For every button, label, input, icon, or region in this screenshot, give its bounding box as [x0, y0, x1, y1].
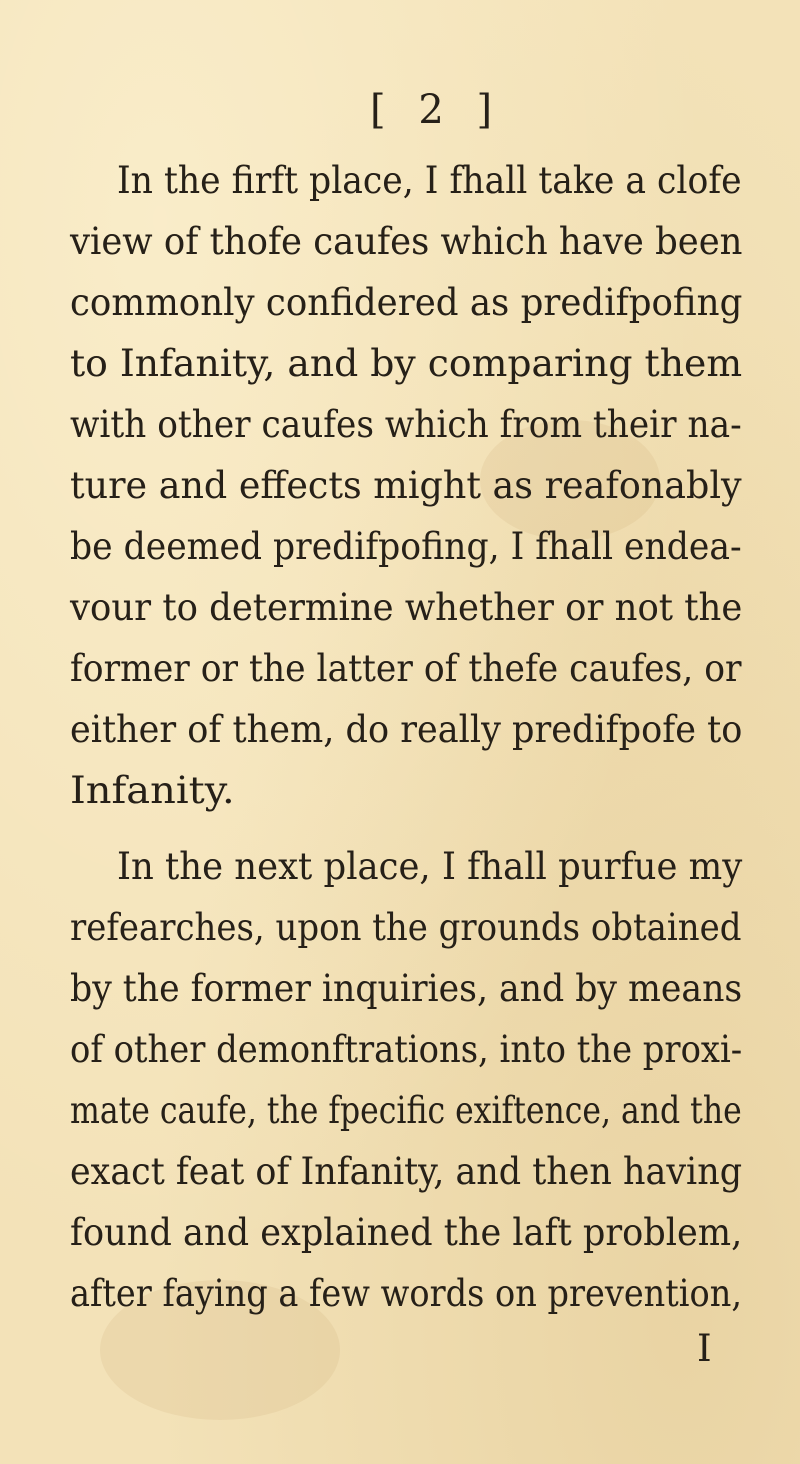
text-line: commonly confidered as predifpofing — [70, 281, 743, 324]
text-line: by the former inquiries, and by means — [70, 967, 743, 1010]
text-line: refearches, upon the grounds obtained — [70, 906, 742, 949]
page-number: [ 2 ] — [370, 87, 503, 133]
text-line: of other demonftrations, into the proxi- — [70, 1028, 743, 1071]
text-line: to Infanity, and by comparing them — [70, 342, 743, 385]
text-line: either of them, do really predifpofe to — [70, 708, 743, 751]
text-line: exact feat of Infanity, and then having — [70, 1150, 743, 1193]
text-line: after faying a few words on prevention, — [70, 1272, 742, 1315]
text-line: found and explained the laft problem, — [70, 1211, 743, 1254]
text-line: former or the latter of thefe caufes, or — [70, 647, 742, 690]
text-line: view of thofe caufes which have been — [70, 220, 743, 263]
text-line: mate caufe, the fpecific exiftence, and the — [70, 1089, 742, 1132]
text-line: Infanity. — [70, 769, 235, 812]
text-line: ture and effects might as reafonably — [70, 464, 742, 507]
catchword: I — [697, 1327, 712, 1370]
text-line: vour to determine whether or not the — [70, 586, 743, 629]
text-line: In the next place, I fhall purfue my — [117, 845, 743, 888]
text-line: with other caufes which from their na- — [70, 403, 742, 446]
text-line: be deemed predifpofing, I fhall endea- — [70, 525, 742, 568]
text-line: In the firft place, I fhall take a clofe — [117, 159, 742, 202]
